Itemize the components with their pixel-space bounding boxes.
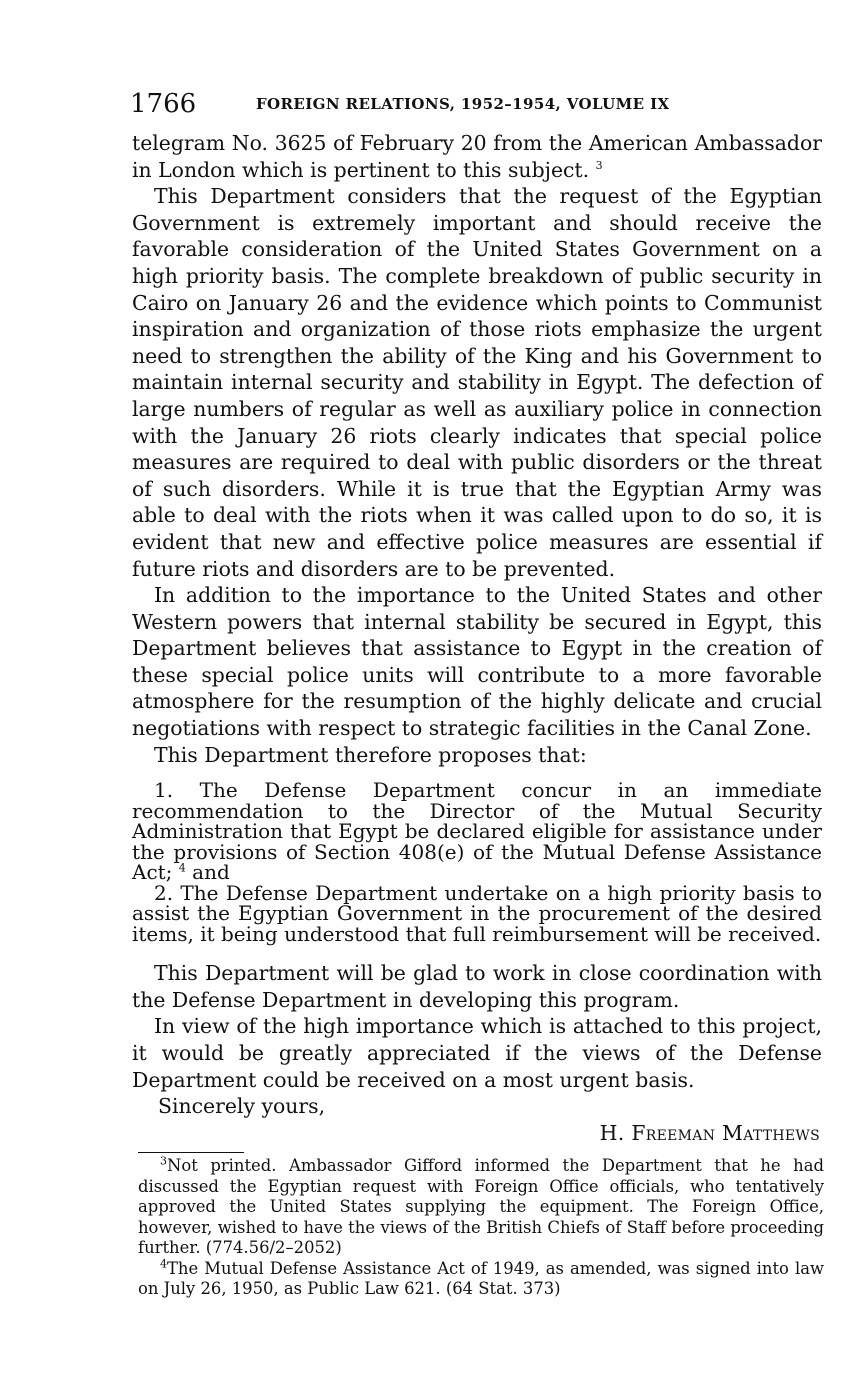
footnote-divider bbox=[138, 1152, 244, 1153]
paragraph-urgent-request: In view of the high importance which is attached to this project, it would be greatly appreciated if the views of the Defense Department could be received on a most urgent basis. bbox=[132, 1014, 822, 1092]
footnote-ref-3: 3 bbox=[595, 158, 603, 172]
paragraph-continuation: telegram No. 3625 of February 20 from the American Ambassador in London which is pertinent to this subject. $^3$ bbox=[132, 131, 822, 182]
paragraph-request-importance: This Department considers that the request of the Egyptian Government is extremely important and should receive the favorable consideration of the United States Government on a high priority basis. The complete breakdown of public security in Cairo on January 26 and the evidence which points to Communist inspiration and organization of those riots emphasize the urgent need to strengthen the ability of the King and his Government to maintain internal security and stability in Egypt. The defection of large numbers of regular as well as auxiliary police in connection with the January 26 riots clearly indicates that special police measures are required to deal with public disorders or the threat of such disorders. While it is true that the Egyptian Army was able to deal with the riots when it was called upon to do so, it is evident that new and effective police measures are essential if future riots and disorders are to be prevented. bbox=[132, 184, 822, 581]
running-title: FOREIGN RELATIONS, 1952–1954, VOLUME IX bbox=[256, 95, 670, 113]
proposal-item-2: 2. The Defense Department undertake on a high priority basis to assist the Egyptian Government in the procurement of the desired items, it being understood that full reimbursement will be received. bbox=[132, 880, 822, 946]
proposal-item-1: 1. The Defense Department concur in an immediate recommendation to the Director of the Mutual Security Administration that Egypt be declared eligible for assistance under the provisions of Section 408(e) of the Mutual Defense Assistance Act; $^4$ and bbox=[132, 778, 822, 885]
footnotes bbox=[138, 1156, 824, 1300]
footnote-ref-4: 4 bbox=[178, 861, 186, 875]
letter-body bbox=[132, 130, 822, 1146]
paragraph-proposal-intro: This Department therefore proposes that: bbox=[154, 742, 587, 767]
signature: H. Freeman Matthews bbox=[599, 1120, 820, 1145]
page-header bbox=[128, 88, 818, 120]
closing: Sincerely yours, bbox=[158, 1094, 326, 1119]
footnote-4: $^4$The Mutual Defense Assistance Act of 1949, as amended, was signed into law on July 26, 1950, as Public Law 621. (64 Stat. 373) bbox=[138, 1257, 824, 1298]
paragraph-coordination: This Department will be glad to work in close coordination with the Defense Department in developing this program. bbox=[132, 961, 822, 1012]
paragraph-western-powers: In addition to the importance to the United States and other Western powers that internal stability be secured in Egypt, this Department believes that assistance to Egypt in the creation of these special police units will contribute to a more favorable atmosphere for the resumption of the highly delicate and crucial negotiations with respect to strategic facilities in the Canal Zone. bbox=[132, 583, 822, 741]
footnote-3: $^3$Not printed. Ambassador Gifford informed the Department that he had discussed the Egyptian request with Foreign Office officials, who tentatively approved the United States supplying the equipment. The Foreign Office, however, wished to have the views of the British Chiefs of Staff before proceeding further. (774.56/2–2052) bbox=[138, 1154, 824, 1257]
page-number: 1766 bbox=[130, 89, 197, 119]
